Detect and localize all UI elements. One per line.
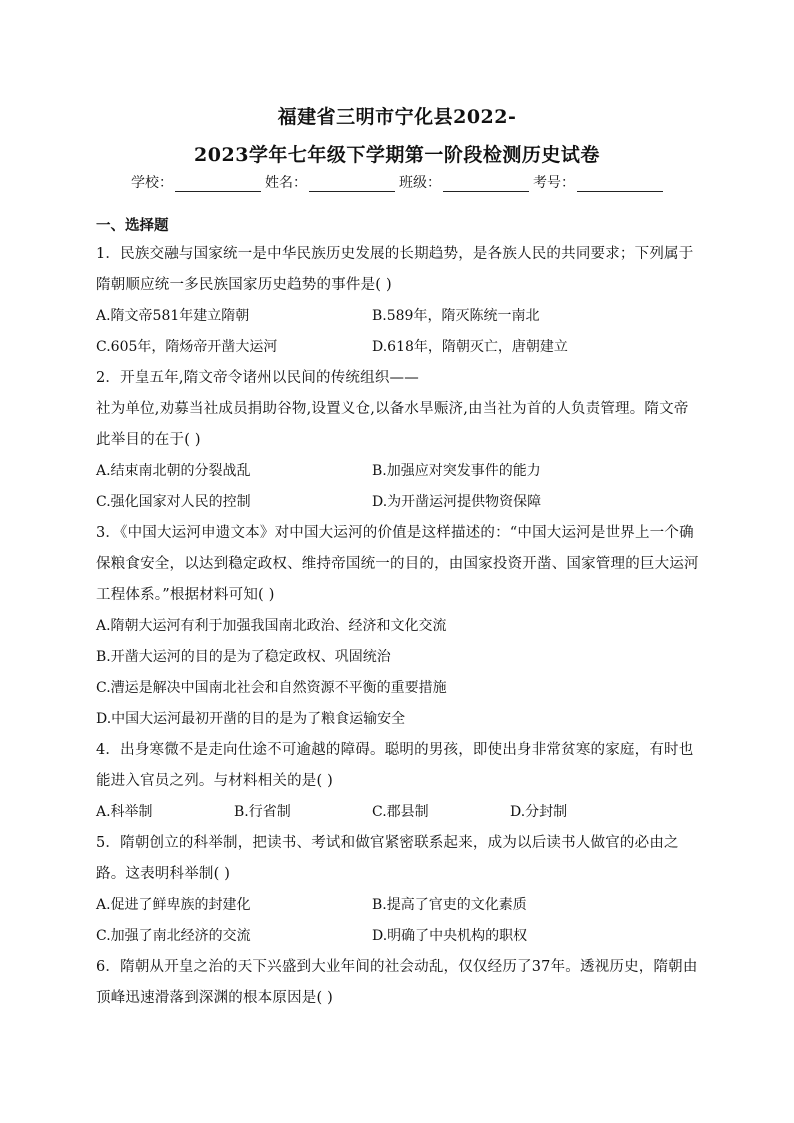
answer-option: C.漕运是解决中国南北社会和自然资源不平衡的重要措施	[96, 680, 447, 696]
question-5	[96, 828, 702, 952]
name-label: 姓名：	[265, 175, 307, 191]
answer-option: B.行省制	[234, 804, 291, 820]
exam-number-field	[533, 172, 663, 192]
question-stem: 3．《中国大运河申遗文本》对中国大运河的价值是这样描述的：“中国大运河是世界上一个确保粮食安全，以达到稳定政权、维持帝国统一的目的，由国家投资开凿、国家管理的巨大运河工程体系。”根据材料可知( )	[96, 525, 699, 603]
option-list	[96, 611, 702, 735]
answer-option: C.强化国家对人民的控制	[96, 494, 251, 510]
option-list	[96, 456, 702, 518]
class-label: 班级：	[399, 175, 441, 191]
answer-option: D.为开凿运河提供物资保障	[372, 494, 542, 510]
option-list	[96, 890, 702, 952]
answer-option: C.加强了南北经济的交流	[96, 928, 251, 944]
exam-number-label: 考号：	[533, 175, 575, 191]
exam-title-line-1: 福建省三明市宁化县2022-	[277, 106, 517, 128]
question-stem: 4．出身寒微不是走向仕途不可逾越的障碍。聪明的男孩，即使出身非常贫寒的家庭，有时也能进入官员之列。与材料相关的是( )	[96, 742, 694, 789]
question-6	[96, 952, 702, 1014]
section-heading: 一、选择题	[96, 217, 169, 234]
answer-option: B.加强应对突发事件的能力	[372, 463, 541, 479]
answer-option: B.提高了官吏的文化素质	[372, 897, 527, 913]
answer-option: C.605年，隋炀帝开凿大运河	[96, 339, 278, 355]
student-info-row	[0, 172, 794, 192]
answer-option: A.促进了鲜卑族的封建化	[96, 897, 251, 913]
answer-option: D.明确了中央机构的职权	[372, 928, 528, 944]
answer-option: B.589年，隋灭陈统一南北	[372, 308, 540, 324]
question-3	[96, 518, 702, 735]
answer-option: C.郡县制	[372, 804, 429, 820]
question-list	[96, 239, 702, 1014]
question-stem: 社为单位,劝募当社成员捐助谷物,设置义仓,以备水旱赈济,由当社为首的人负责管理。隋文帝此举目的在于( )	[96, 401, 689, 448]
option-list	[96, 797, 702, 828]
school-field	[131, 172, 261, 192]
question-2	[96, 363, 702, 518]
exam-content	[96, 215, 702, 1014]
question-stem: 2．开皇五年,隋文帝令诸州以民间的传统组织——	[96, 370, 419, 386]
question-stem: 5．隋朝创立的科举制，把读书、考试和做官紧密联系起来，成为以后读书人做官的必由之路。这表明科举制( )	[96, 835, 679, 882]
question-stem: 6．隋朝从开皇之治的天下兴盛到大业年间的社会动乱，仅仅经历了37年。透视历史，隋朝由顶峰迅速滑落到深渊的根本原因是( )	[96, 959, 698, 1006]
option-list	[96, 301, 702, 363]
answer-option: B.开凿大运河的目的是为了稳定政权、巩固统治	[96, 649, 391, 665]
class-blank	[443, 176, 529, 192]
exam-title-line-2: 2023学年七年级下学期第一阶段检测历史试卷	[194, 144, 600, 166]
school-blank	[175, 176, 261, 192]
question-stem: 1．民族交融与国家统一是中华民族历史发展的长期趋势，是各族人民的共同要求；下列属于隋朝顺应统一多民族国家历史趋势的事件是( )	[96, 246, 694, 293]
class-field	[399, 172, 529, 192]
answer-option: A.结束南北朝的分裂战乱	[96, 463, 251, 479]
question-1	[96, 239, 702, 363]
answer-option: D.分封制	[510, 804, 568, 820]
answer-option: A.隋朝大运河有利于加强我国南北政治、经济和文化交流	[96, 618, 447, 634]
answer-option: D.618年，隋朝灭亡，唐朝建立	[372, 339, 568, 355]
answer-option: D.中国大运河最初开凿的目的是为了粮食运输安全	[96, 711, 406, 727]
exam-number-blank	[577, 176, 663, 192]
answer-option: A.隋文帝581年建立隋朝	[96, 308, 250, 324]
school-label: 学校：	[131, 175, 173, 191]
answer-option: A.科举制	[96, 804, 153, 820]
question-4	[96, 735, 702, 828]
name-field	[265, 172, 395, 192]
name-blank	[309, 176, 395, 192]
